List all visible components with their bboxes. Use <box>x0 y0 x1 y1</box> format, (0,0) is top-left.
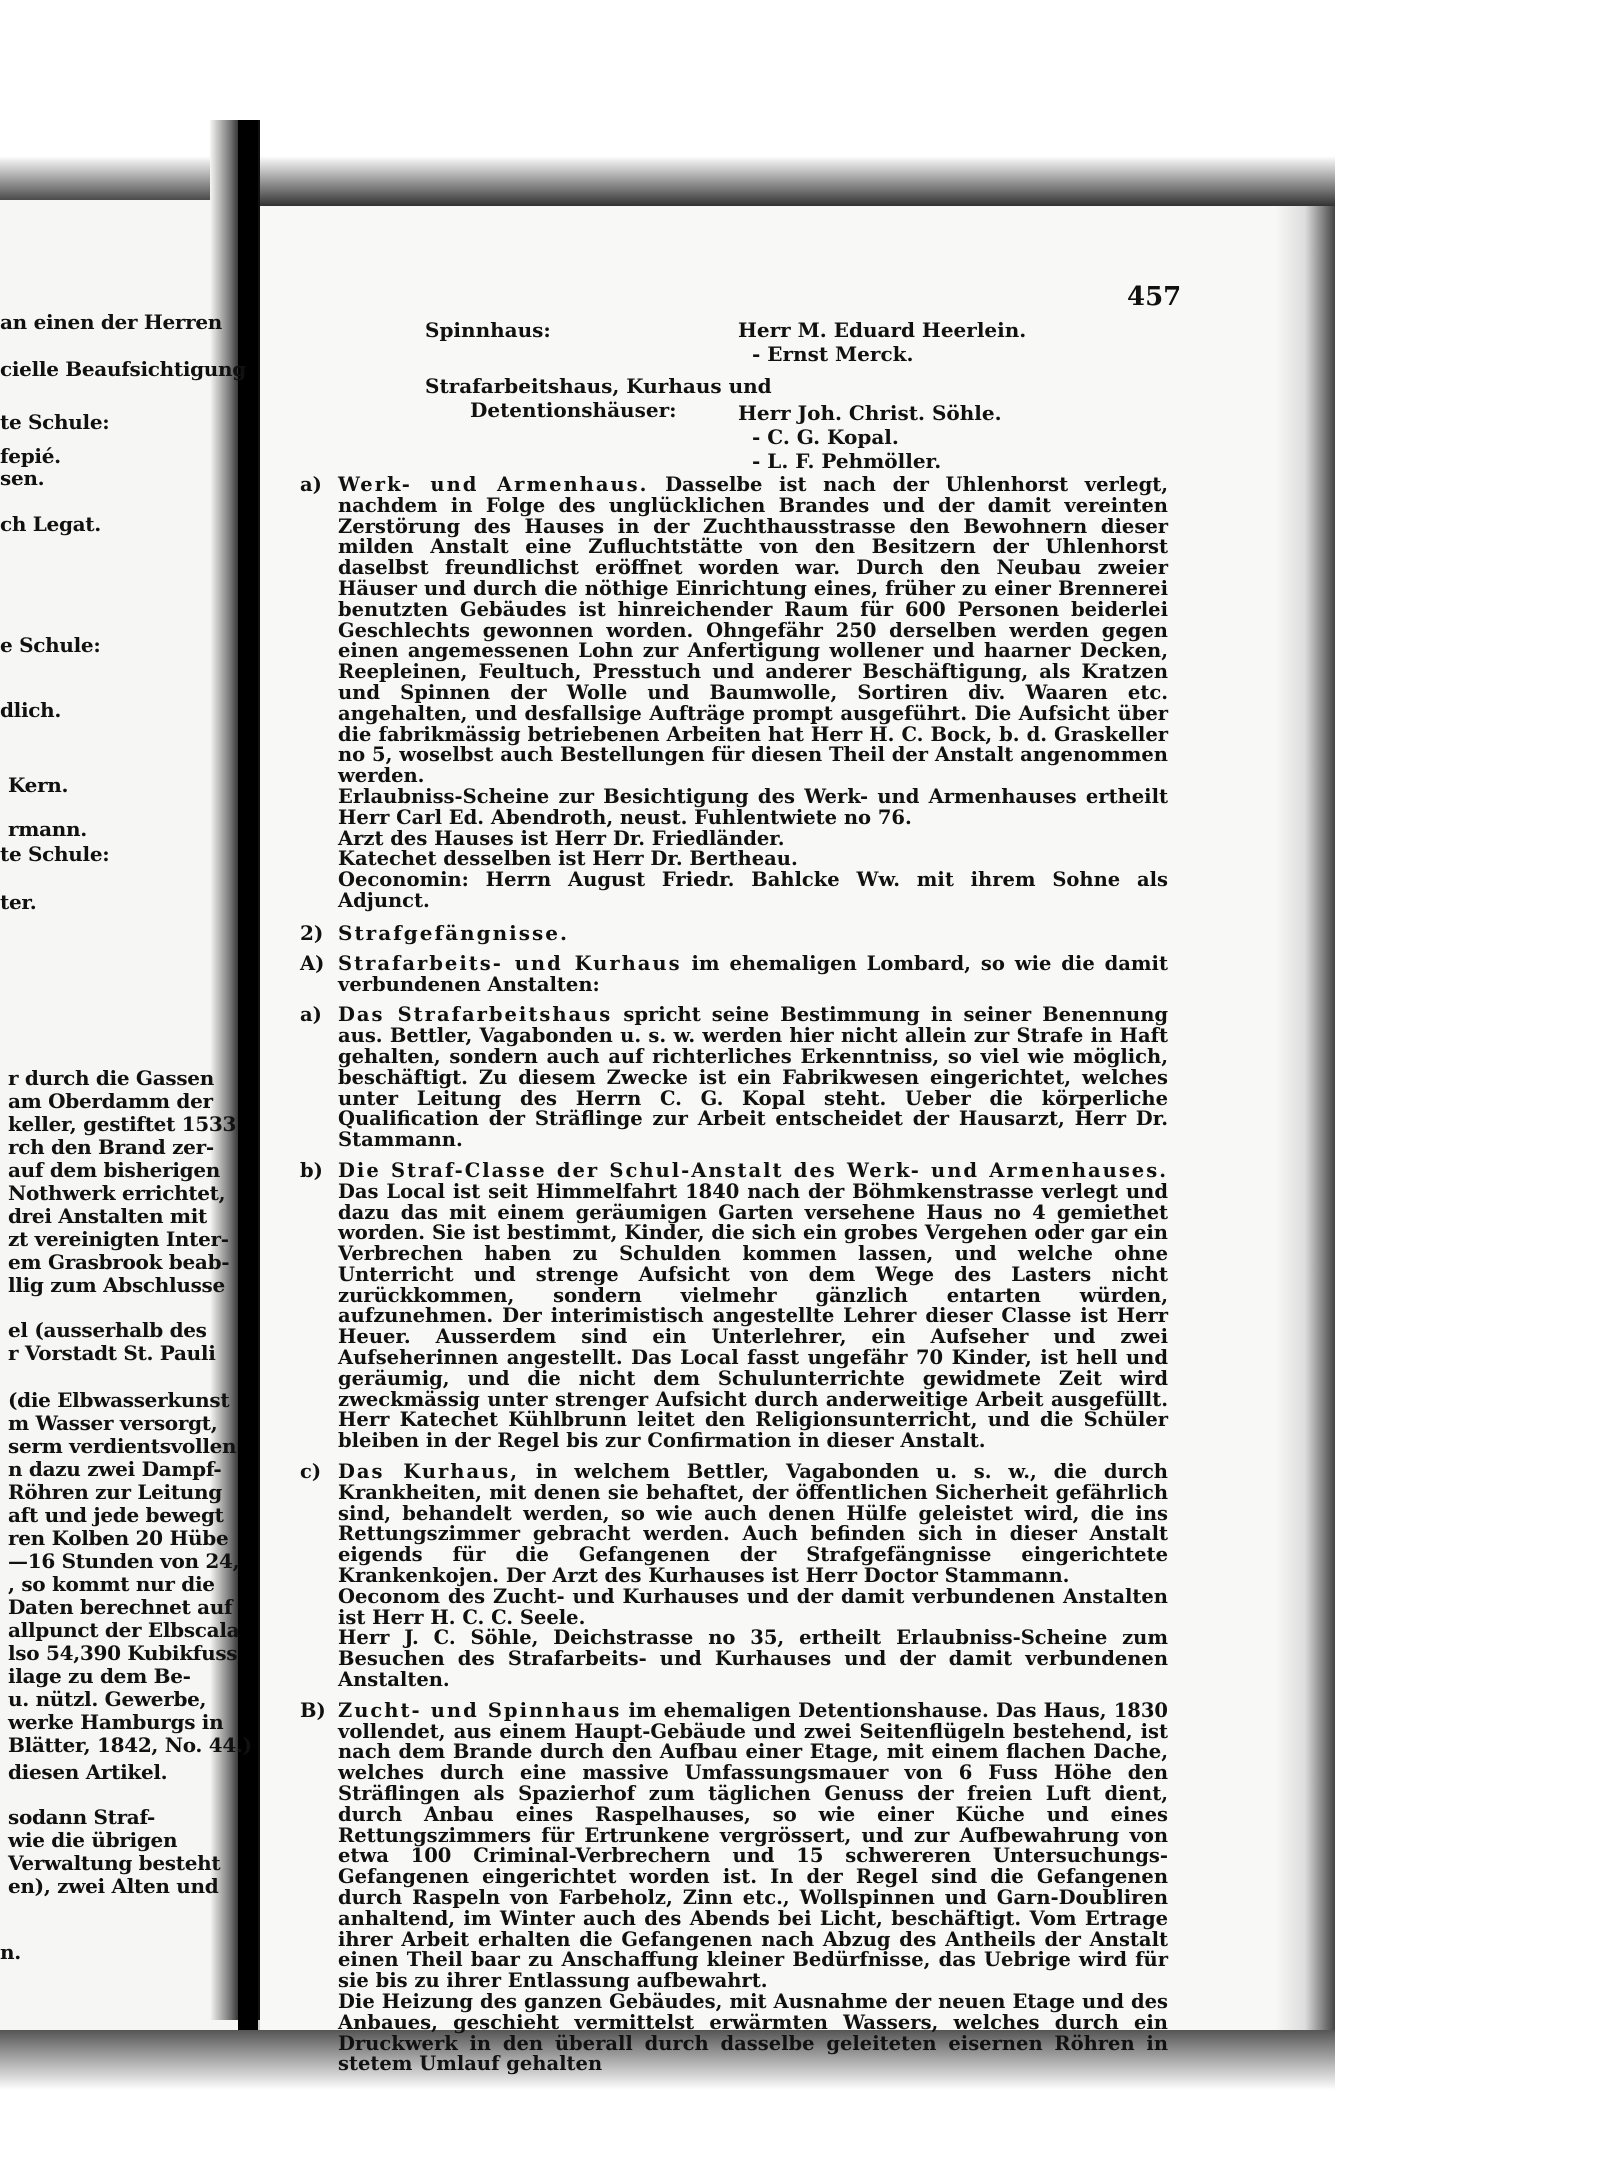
section-strafarbeitshaus <box>300 1005 1168 1151</box>
section-title: Strafgefängnisse. <box>338 920 569 945</box>
paragraph-erlaubnis: Erlaubniss-Scheine zur Besichtigung des Werk- und Armenhauses ertheilt Herr Carl Ed. Abendroth, neust. Fuhlentwiete no 76. <box>338 784 1168 829</box>
left-page-line: zt vereinigten Inter- <box>8 1227 229 1251</box>
left-page-line: auf dem bisherigen <box>8 1158 220 1182</box>
left-page-line: em Grasbrook beab- <box>8 1250 230 1274</box>
left-page-line: sen. <box>0 466 45 490</box>
left-page-line: an einen der Herren <box>0 310 223 334</box>
section-label: A) <box>300 951 325 975</box>
left-page-line: lso 54,390 Kubikfuss <box>8 1641 238 1665</box>
section-kurhaus <box>300 1462 1168 1587</box>
section-label: a) <box>300 1003 322 1027</box>
left-page-line: keller, gestiftet 1533 <box>8 1112 237 1136</box>
left-page-text <box>0 0 252 2177</box>
header-spinnhaus-name-1: Herr M. Eduard Heerlein. <box>738 318 1027 342</box>
left-page-line: sodann Straf- <box>8 1805 156 1829</box>
left-page-line: e Schule: <box>0 633 101 657</box>
left-page-line: Röhren zur Leitung <box>8 1480 222 1504</box>
section-text: spricht seine Bestimmung in seiner Benennung aus. Bettler, Vagabonden u. s. w. werden hier nicht allein zur Strafe in Haft gehalten, sondern auch auf richterliches Erkenntniss, so viel wie möglich, beschäftigt. Zu diesem Zwecke ist ein Fabrikwesen eingerichtet, welches unter Leitung des Herrn C. G. Kopal steht. Ueber die körperliche Qualification der Sträflinge zur Arbeit entscheidet der Hausarzt, Herr Dr. Stammann. <box>338 1003 1169 1152</box>
left-page-line: en), zwei Alten und <box>8 1874 219 1898</box>
header-straf-name-1: Herr Joh. Christ. Söhle. <box>738 401 1002 425</box>
section-text: im ehemaligen Lombard, so wie die damit verbundenen Anstalten: <box>338 951 1168 996</box>
left-page-line: Daten berechnet auf <box>8 1595 233 1619</box>
section-label: a) <box>300 473 322 496</box>
left-page-line: rch den Brand zer- <box>8 1135 214 1159</box>
header-straf-label-2: Detentionshäuser: <box>470 398 677 422</box>
section-text: Dasselbe ist nach der Uhlenhorst verlegt, nachdem in Folge des unglücklichen Brandes und der damit vereinten Zerstörung des Hauses in der Zuchthausstrasse den Bewohnern dieser milden Anstalt eine Zufluchtstätte von den Besitzern der Uhlenhorst daselbst freundlichst eröffnet worden war. Durch den Neubau zweier Häuser und durch die nöthige Einrichtung eines, früher zu einer Brennerei benutzten Gebäudes ist hinreichender Raum für 600 Personen beiderlei Geschlechts gewonnen worden. Ohngefähr 250 derselben werden gegen einen angemessenen Lohn zur Anfertigung wollener und haarner Decken, Reepleinen, Feultuch, Presstuch und anderer Beschäftigung, als Kratzen und Spinnen der Wolle und Baumwolle, Sortiren div. Waaren etc. angehalten, und desfallsige Aufträge prompt ausgeführt. Die Aufsicht über die fabrikmässig betriebenen Arbeiten hat Herr H. C. Bock, b. d. Graskeller no 5, woselbst auch Bestellungen für diesen Theil der Anstalt angenommen werden. <box>338 473 1169 788</box>
section-title: Die Straf-Classe der Schul-Anstalt des Werk- und Armenhauses. <box>338 1158 1168 1182</box>
left-page-line: ilage zu dem Be- <box>8 1664 191 1688</box>
left-page-line: te Schule: <box>0 410 110 434</box>
section-zucht-spinnhaus <box>300 1698 1168 1993</box>
section-title: Werk- und Armenhaus. <box>338 473 649 496</box>
paragraph-soehle: Herr J. C. Söhle, Deichstrasse no 35, ertheilt Erlaubniss-Scheine zum Besuchen des Strafarbeits- und Kurhauses und der damit verbundenen Anstalten. <box>338 1626 1168 1692</box>
left-page-line: werke Hamburgs in <box>8 1710 224 1734</box>
page-number: 457 <box>1127 282 1182 312</box>
left-page-line: —16 Stunden von 24, <box>8 1549 240 1573</box>
left-page-line: r Vorstadt St. Pauli <box>8 1341 216 1365</box>
paragraph-oeconom: Oeconom des Zucht- und Kurhauses und der damit verbundenen Anstalten ist Herr H. C. C. Seele. <box>338 1584 1168 1629</box>
section-werk-armenhaus <box>300 475 1168 787</box>
left-page-line: dlich. <box>0 698 62 722</box>
section-text: in welchem Bettler, Vagabonden u. s. w., die durch Krankheiten, mit denen sie behaftet, der öffentlichen Sicherheit gefährlich sind, behandelt werden, so wie auch denen Hülfe geleistet wird, die ins Rettungszimmer gebracht werden. Auch befinden sich in dieser Anstalt eigends für die Gefangenen der Strafgefängnisse eingerichtete Krankenkojen. Der Arzt des Kurhauses ist Herr Doctor Stammann. <box>338 1460 1168 1588</box>
left-page-line: aft und jede bewegt <box>8 1503 224 1527</box>
paragraph-heizung: Die Heizung des ganzen Gebäudes, mit Ausnahme der neuen Etage und des Anbaues, geschieht vermittelst erwärmten Wassers, welches durch ein Druckwerk in den überall durch dasselbe geleiteten eisernen Röhren in stetem Umlauf gehalten <box>338 1989 1168 2076</box>
left-page-line: Blätter, 1842, No. 44.) <box>8 1733 252 1757</box>
section-text: Das Local ist seit Himmelfahrt 1840 nach der Böhmkenstrasse verlegt und dazu das mit einem geräumigen Garten versehene Haus no 4 gemiethet worden. Sie ist bestimmt, Kinder, die sich ein grobes Vergehen oder gar ein Verbrechen haben zu Schulden kommen lassen, und welche ohne Unterricht und strenge Aufsicht von dem Wege des Lasters nicht zurückkommen, sondern vielmehr gänzlich entarten würden, aufzunehmen. Der interimistisch angestellte Lehrer dieser Classe ist Herr Heuer. Ausserdem sind ein Unterlehrer, ein Aufseher und zwei Aufseherinnen angestellt. Das Local fasst ungefähr 70 Kinder, ist hell und geräumig, und die nicht dem Schulunterrichte gewidmete Zeit wird zweckmässig unter strenger Aufsicht durch anderweitige Arbeit ausgefüllt. Herr Katechet Kühlbrunn leitet den Religionsunterricht, und die Schüler bleiben in der Regel bis zur Confirmation in dieser Anstalt. <box>338 1179 1168 1453</box>
left-page-line: r durch die Gassen <box>8 1066 214 1090</box>
section-strafarbeits-kurhaus <box>300 951 1168 996</box>
section-title: Das Kurhaus, <box>338 1460 520 1484</box>
header-straf-name-3: - L. F. Pehmöller. <box>752 449 942 473</box>
left-page-line: serm verdientsvollen <box>8 1434 237 1458</box>
left-page-line: n. <box>0 1940 21 1964</box>
page-edge-shadow <box>1275 206 1335 2036</box>
section-text: im ehemaligen Detentionshause. Das Haus, 1830 vollendet, aus einem Haupt-Gebäude und zwei Seitenflügeln bestehend, ist nach dem Brande durch den Aufbau einer Etage, mit einem flachen Dache, welches durch eine massive Umfassungsmauer von 6 Fuss Höhe den Sträflingen als Spazierhof zum täglichen Genuss der freien Luft dient, durch Anbau eines Raspelhauses, so wie einer Küche und eines Rettungszimmers für Ertrunkene vergrössert, und zur Aufbewahrung von etwa 100 Criminal-Verbrechern und 15 schwereren Untersuchungs-Gefangenen eingerichtet worden ist. In der Regel sind die Gefangenen durch Raspeln von Farbeholz, Zinn etc., Wollspinnen und Garn-Doubliren anhaltend, im Winter auch des Abends bei Licht, beschäftigt. Vom Ertrage ihrer Arbeit erhalten die Gefangenen nach Abzug des Antheils der Anstalt einen Theil baar zu Anschaffung kleiner Bedürfnisse, das Uebrige wird für sie bis zu ihrer Entlassung aufbewahrt. <box>338 1698 1168 1993</box>
left-page-line: allpunct der Elbscala <box>8 1618 240 1642</box>
left-page-line: Nothwerk errichtet, <box>8 1181 226 1205</box>
section-title: Zucht- und Spinnhaus <box>338 1698 622 1722</box>
left-page-line: diesen Artikel. <box>8 1760 168 1784</box>
paragraph-katechet: Katechet desselben ist Herr Dr. Bertheau. <box>338 847 798 871</box>
page-body <box>300 475 1168 2075</box>
paragraph-arzt: Arzt des Hauses ist Herr Dr. Friedländer. <box>338 826 785 850</box>
left-page-line: n dazu zwei Dampf- <box>8 1457 222 1481</box>
header-straf-name-2: - C. G. Kopal. <box>752 425 899 449</box>
left-page-line: cielle Beaufsichtigung <box>0 357 246 381</box>
left-page-line: Verwaltung besteht <box>8 1851 221 1875</box>
section-label: c) <box>300 1460 322 1484</box>
section-strafgefaengnisse <box>300 922 1168 944</box>
section-title: Strafarbeits- und Kurhaus <box>338 951 682 975</box>
left-page-line: wie die übrigen <box>8 1828 178 1852</box>
left-page-line: drei Anstalten mit <box>8 1204 207 1228</box>
left-page-line: te Schule: <box>0 842 110 866</box>
left-page-line: am Oberdamm der <box>8 1089 213 1113</box>
section-label: B) <box>300 1698 326 1722</box>
left-page-line: ch Legat. <box>0 512 101 536</box>
section-label: b) <box>300 1158 323 1182</box>
left-page-line: , so kommt nur die <box>8 1572 215 1596</box>
left-page-line: (die Elbwasserkunst <box>8 1388 230 1412</box>
left-page-line: ter. <box>0 890 37 914</box>
section-label: 2) <box>300 920 324 945</box>
header-spinnhaus-label: Spinnhaus: <box>425 318 551 342</box>
header-straf-label-1: Strafarbeitshaus, Kurhaus und <box>425 374 772 398</box>
left-page-line: el (ausserhalb des <box>8 1318 207 1342</box>
left-page-line: ren Kolben 20 Hübe <box>8 1526 229 1550</box>
left-page-line: rmann. <box>8 817 87 841</box>
paragraph-oeconomin: Oeconomin: Herrn August Friedr. Bahlcke Ww. mit ihrem Sohne als Adjunct. <box>338 868 1168 912</box>
section-title: Das Strafarbeitshaus <box>338 1003 613 1027</box>
section-straf-classe <box>300 1158 1168 1453</box>
header-spinnhaus-name-2: - Ernst Merck. <box>752 342 914 366</box>
left-page-line: u. nützl. Gewerbe, <box>8 1687 207 1711</box>
left-page-line: llig zum Abschlusse <box>8 1273 225 1297</box>
left-page-line: fepié. <box>0 444 61 468</box>
left-page-line: m Wasser versorgt, <box>8 1411 218 1435</box>
left-page-line: Kern. <box>8 773 69 797</box>
